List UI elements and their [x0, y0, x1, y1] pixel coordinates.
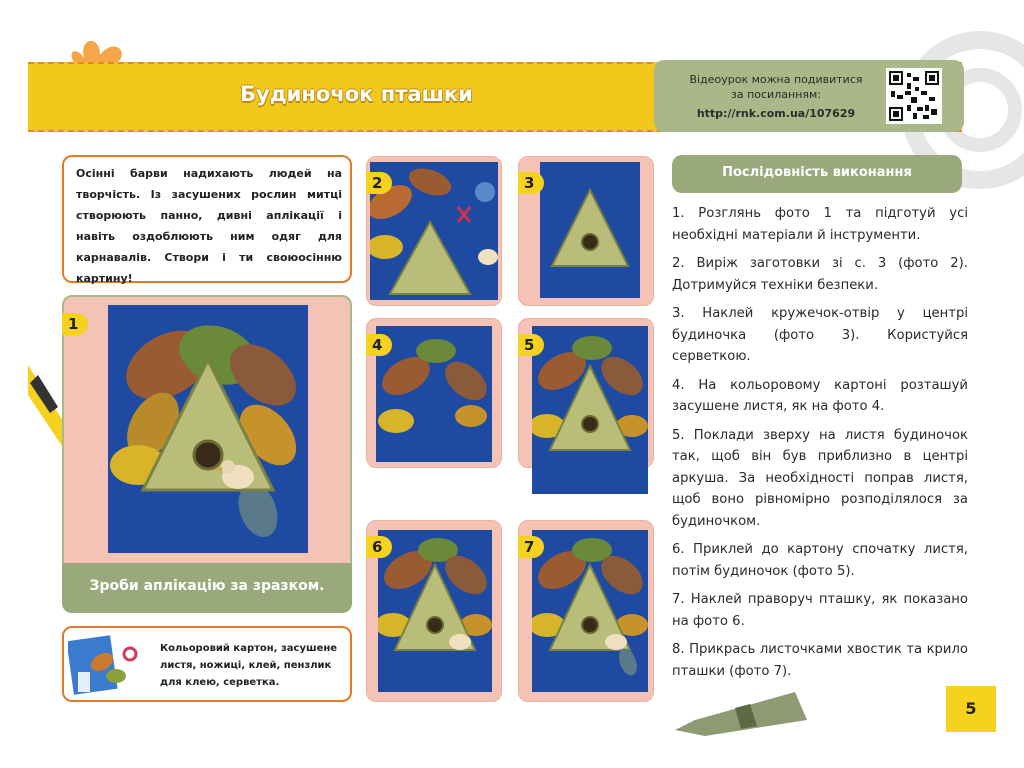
photo-1-caption: Зроби аплікацію за зразком. — [89, 578, 325, 594]
photo-number: 6 — [366, 536, 392, 558]
video-text-line1: Відеоурок можна подивитися — [689, 73, 863, 86]
photo-number: 4 — [366, 334, 392, 356]
step-item: 2. Виріж заготовки зі с. 3 (фото 2). Дотримуйся техніки безпеки. — [672, 256, 968, 293]
step-item: 6. Приклей до картону спочатку листя, потім будиночок (фото 5). — [672, 542, 968, 579]
materials-text: Кольоровий картон, засушене листя, ножиці, клей, пензлик для клею, серветка. — [160, 643, 338, 688]
materials-image — [68, 632, 148, 696]
step-item: 1. Розглянь фото 1 та підготуй усі необхідні матеріали й інструменти. — [672, 206, 968, 243]
steps-list — [672, 203, 968, 689]
step-item: 8. Прикрась листочками хвостик та крило пташки (фото 7). — [672, 642, 968, 679]
step-item: 5. Поклади зверху на листя будиночок так, щоб він був приблизно в центрі аркуша. За необхідності поправ листя, щоб воно рівномірно розподілялося за будиночком. — [672, 427, 968, 529]
page-title: Будиночок пташки — [240, 82, 473, 106]
steps-title: Послідовність виконання — [722, 165, 912, 180]
photo-3-image — [540, 162, 640, 298]
photo-number: 2 — [366, 172, 392, 194]
step-item: 3. Наклей кружечок-отвір у центрі будиночка (фото 3). Користуйся серветкою. — [672, 306, 968, 364]
photo-number: 7 — [518, 536, 544, 558]
video-lesson-text — [676, 72, 876, 102]
photo-6-image — [378, 530, 492, 692]
photo-7-image — [532, 530, 648, 692]
video-text-line2: за посиланням: — [731, 88, 821, 101]
photo-1-collage — [108, 305, 308, 553]
step-item: 4. На кольоровому картоні розташуй засушене листя, як на фото 4. — [672, 377, 968, 414]
intro-text: Осінні барви надихають людей на творчість. Із засушених рослин митці створюють панно, дивні аплікації і навіть оздоблюють ним одяг для карнавалів. Створи і ти своюосінню картину! — [76, 167, 342, 285]
video-url-link[interactable]: http://rnk.com.ua/107629 — [696, 107, 856, 120]
photo-number: 3 — [518, 172, 544, 194]
photo-5-image — [532, 326, 648, 494]
photo-4-image — [376, 326, 492, 462]
step-item: 7. Наклей праворуч пташку, як показано на фото 6. — [672, 592, 968, 629]
photo-number: 5 — [518, 334, 544, 356]
green-crayon-decoration — [675, 690, 825, 738]
photo-number: 1 — [62, 313, 88, 335]
qr-code-icon[interactable] — [886, 68, 942, 124]
page-number: 5 — [946, 686, 996, 732]
